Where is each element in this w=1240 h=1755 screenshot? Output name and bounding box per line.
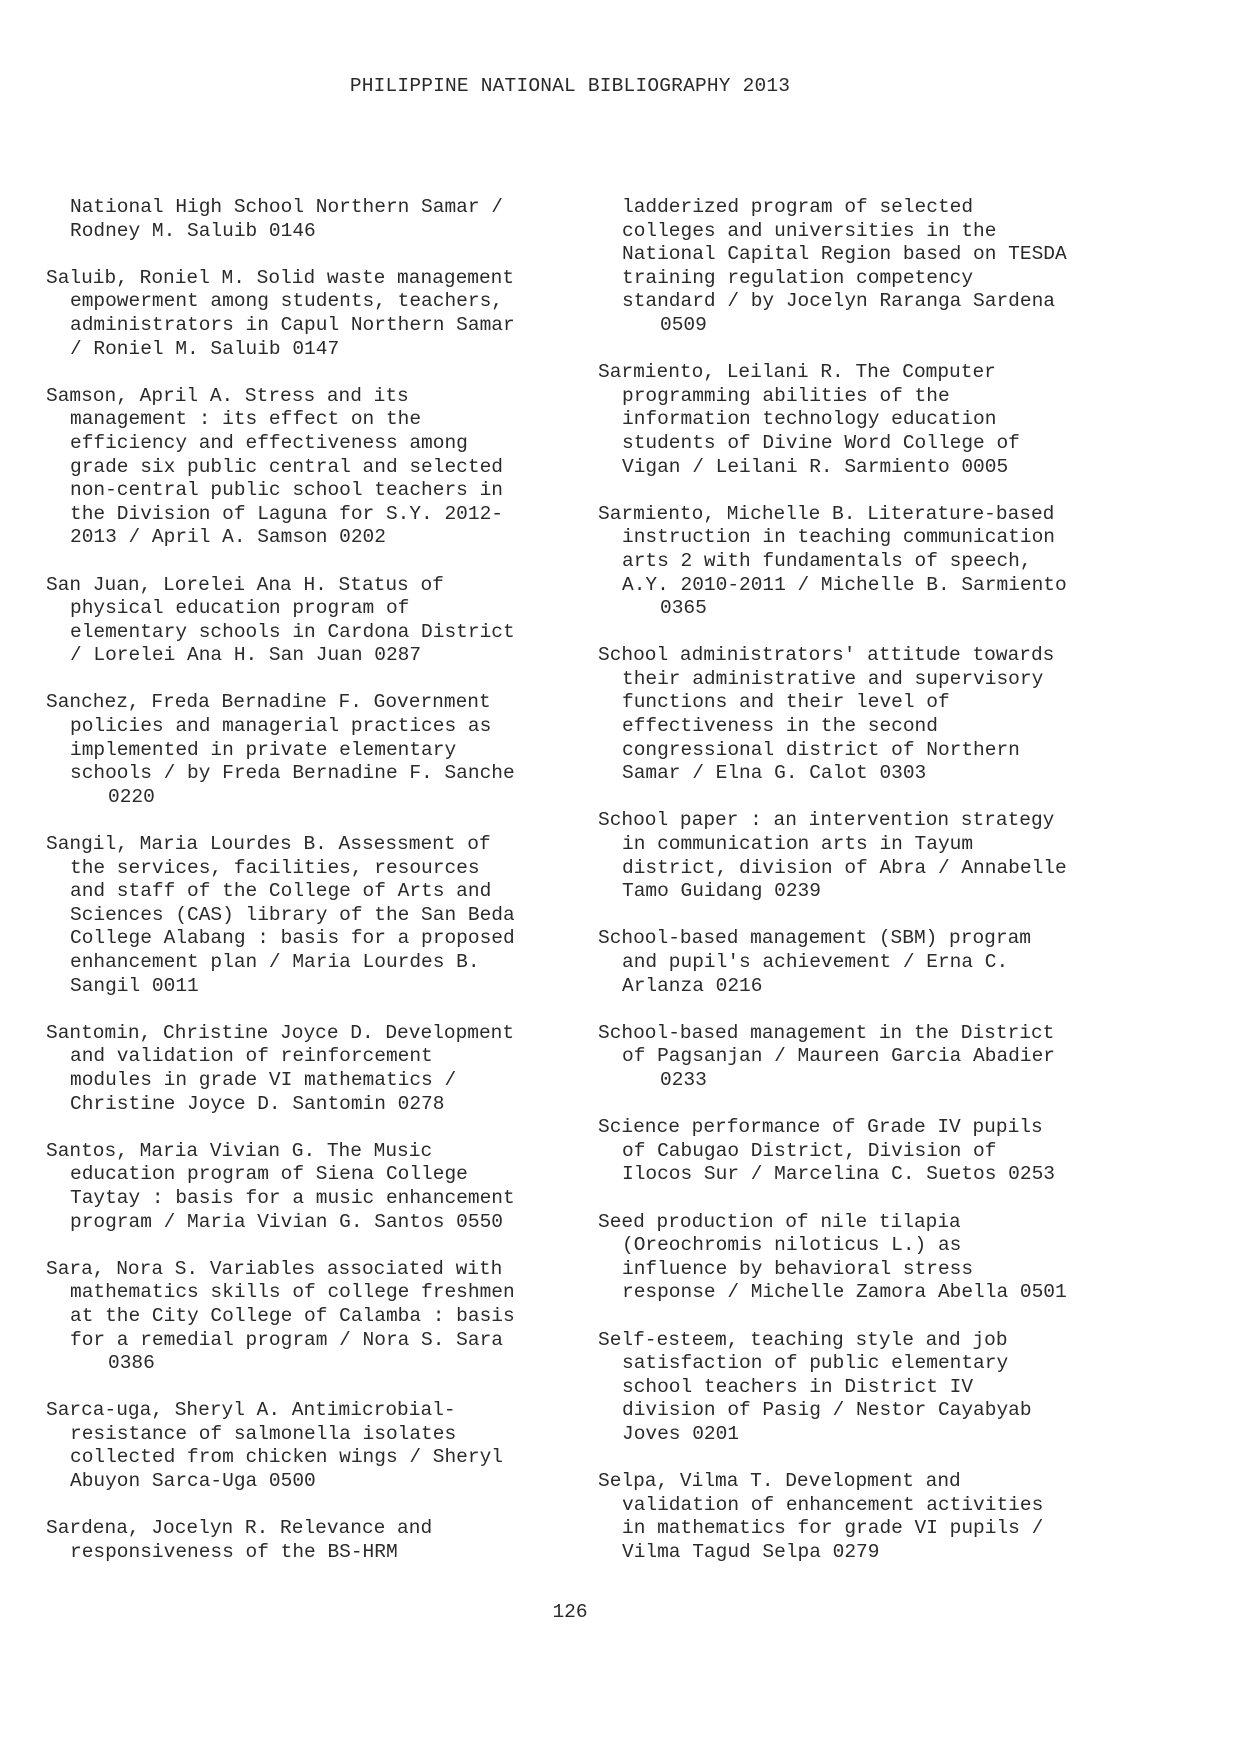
entry-line: validation of enhancement activities xyxy=(622,1493,1044,1516)
entry-line: 0233 xyxy=(660,1068,707,1091)
entry-line: at the City College of Calamba : basis xyxy=(70,1304,515,1327)
entry-line: division of Pasig / Nestor Cayabyab xyxy=(622,1399,1032,1422)
entry-line: Ilocos Sur / Marcelina C. Suetos 0253 xyxy=(622,1163,1055,1186)
bibliography-entry xyxy=(598,644,1138,786)
entry-line: effectiveness in the second xyxy=(622,715,938,738)
entry-line: / Roniel M. Saluib 0147 xyxy=(70,337,340,360)
entry-line: Sara, Nora S. Variables associated with xyxy=(46,1257,503,1280)
entry-line: Sanchez, Freda Bernadine F. Government xyxy=(46,691,491,714)
entry-line: School paper : an intervention strategy xyxy=(598,809,1055,832)
entry-line: and validation of reinforcement xyxy=(70,1045,433,1068)
entry-line: Joves 0201 xyxy=(622,1422,740,1445)
entry-line: Santomin, Christine Joyce D. Development xyxy=(46,1021,515,1044)
entry-line: ladderized program of selected xyxy=(622,196,974,218)
bibliography-entry xyxy=(598,361,1138,479)
entry-line: 0365 xyxy=(660,597,707,620)
entry-line: the Division of Laguna for S.Y. 2012- xyxy=(70,502,503,525)
left-column xyxy=(46,196,586,1588)
bibliography-entry xyxy=(46,1022,586,1116)
bibliography-entry xyxy=(598,196,1138,338)
entry-line: efficiency and effectiveness among xyxy=(70,431,468,454)
entry-line: the services, facilities, resources xyxy=(70,856,480,879)
entry-line: Sarca-uga, Sheryl A. Antimicrobial- xyxy=(46,1399,456,1422)
bibliography-entry xyxy=(46,196,586,243)
entry-line: school teachers in District IV xyxy=(622,1375,974,1398)
entry-line: Rodney M. Saluib 0146 xyxy=(70,219,316,242)
entry-line: functions and their level of xyxy=(622,691,950,714)
entry-line: Selpa, Vilma T. Development and xyxy=(598,1470,961,1493)
right-column xyxy=(598,196,1138,1588)
entry-line: collected from chicken wings / Sheryl xyxy=(70,1446,503,1469)
bibliography-entry xyxy=(46,833,586,998)
entry-line: instruction in teaching communication xyxy=(622,526,1055,549)
entry-line: in mathematics for grade VI pupils / xyxy=(622,1517,1044,1540)
bibliography-entry xyxy=(46,267,586,361)
entry-line: Christine Joyce D. Santomin 0278 xyxy=(70,1092,445,1115)
entry-line: Sangil, Maria Lourdes B. Assessment of xyxy=(46,833,491,856)
bibliography-entry xyxy=(46,1517,586,1564)
entry-line: physical education program of xyxy=(70,597,410,620)
entry-line: A.Y. 2010-2011 / Michelle B. Sarmiento xyxy=(622,573,1067,596)
entry-line: education program of Siena College xyxy=(70,1163,468,1186)
entry-line: grade six public central and selected xyxy=(70,455,503,478)
entry-line: of Cabugao District, Division of xyxy=(622,1139,997,1162)
entry-line: for a remedial program / Nora S. Sara xyxy=(70,1328,503,1351)
entry-line: programming abilities of the xyxy=(622,384,950,407)
entry-line: Abuyon Sarca-Uga 0500 xyxy=(70,1470,316,1493)
entry-line: Sciences (CAS) library of the San Beda xyxy=(70,903,515,926)
entry-line: satisfaction of public elementary xyxy=(622,1352,1009,1375)
entry-line: (Oreochromis niloticus L.) as xyxy=(622,1234,962,1257)
entry-line: / Lorelei Ana H. San Juan 0287 xyxy=(70,644,422,667)
entry-line: 2013 / April A. Samson 0202 xyxy=(70,526,386,549)
bibliography-entry xyxy=(46,385,586,550)
entry-line: and staff of the College of Arts and xyxy=(70,880,492,903)
entry-line: National Capital Region based on TESDA xyxy=(622,243,1067,266)
entry-line: Sarmiento, Leilani R. The Computer xyxy=(598,361,996,384)
entry-line: implemented in private elementary xyxy=(70,738,457,761)
entry-line: their administrative and supervisory xyxy=(622,667,1044,690)
entry-line: Science performance of Grade IV pupils xyxy=(598,1116,1043,1139)
entry-line: of Pagsanjan / Maureen Garcia Abadier xyxy=(622,1045,1055,1068)
page-number: 126 xyxy=(552,1601,588,1623)
entry-line: empowerment among students, teachers, xyxy=(70,290,503,313)
bibliography-entry xyxy=(598,1116,1138,1187)
entry-line: standard / by Jocelyn Raranga Sardena xyxy=(622,290,1055,313)
bibliography-entry xyxy=(598,809,1138,903)
entry-line: Sarmiento, Michelle B. Literature-based xyxy=(598,502,1055,525)
entry-line: School-based management (SBM) program xyxy=(598,927,1031,950)
entry-line: information technology education xyxy=(622,408,997,431)
entry-line: non-central public school teachers in xyxy=(70,479,503,502)
entry-line: enhancement plan / Maria Lourdes B. xyxy=(70,951,480,973)
entry-line: Taytay : basis for a music enhancement xyxy=(70,1186,515,1209)
entry-line: Seed production of nile tilapia xyxy=(598,1210,961,1233)
entry-line: National High School Northern Samar / xyxy=(70,196,503,218)
entry-line: Saluib, Roniel M. Solid waste management xyxy=(46,266,515,289)
entry-line: School-based management in the District xyxy=(598,1021,1055,1044)
bibliography-entry xyxy=(598,1022,1138,1093)
page-header: PHILIPPINE NATIONAL BIBLIOGRAPHY 2013 xyxy=(349,75,791,97)
bibliography-entry xyxy=(46,1399,586,1493)
entry-line: and pupil's achievement / Erna C. xyxy=(622,951,1009,973)
entry-line: program / Maria Vivian G. Santos 0550 xyxy=(70,1210,503,1233)
entry-line: administrators in Capul Northern Samar xyxy=(70,313,515,336)
entry-line: modules in grade VI mathematics / xyxy=(70,1068,457,1091)
entry-line: Santos, Maria Vivian G. The Music xyxy=(46,1139,433,1162)
entry-line: Samson, April A. Stress and its xyxy=(46,384,409,407)
entry-line: School administrators' attitude towards xyxy=(598,644,1055,667)
bibliography-entry xyxy=(46,1258,586,1376)
bibliography-entry xyxy=(46,574,586,668)
entry-line: Samar / Elna G. Calot 0303 xyxy=(622,762,927,785)
entry-line: Vigan / Leilani R. Sarmiento 0005 xyxy=(622,455,1009,478)
entry-line: 0220 xyxy=(108,785,155,808)
entry-line: Sardena, Jocelyn R. Relevance and xyxy=(46,1517,433,1540)
bibliography-entry xyxy=(598,1329,1138,1447)
entry-line: elementary schools in Cardona District xyxy=(70,620,515,643)
bibliography-entry xyxy=(598,1211,1138,1305)
entry-line: Vilma Tagud Selpa 0279 xyxy=(622,1540,880,1563)
bibliography-entry xyxy=(598,927,1138,998)
bibliography-entry xyxy=(598,1470,1138,1564)
entry-line: 0386 xyxy=(108,1352,155,1375)
entry-line: responsiveness of the BS-HRM xyxy=(70,1540,398,1563)
entry-line: in communication arts in Tayum xyxy=(622,833,974,856)
entry-line: district, division of Abra / Annabelle xyxy=(622,856,1067,879)
entry-line: San Juan, Lorelei Ana H. Status of xyxy=(46,573,444,596)
entry-line: arts 2 with fundamentals of speech, xyxy=(622,549,1032,572)
entry-line: College Alabang : basis for a proposed xyxy=(70,927,515,950)
bibliography-entry xyxy=(46,691,586,809)
entry-line: congressional district of Northern xyxy=(622,738,1020,761)
entry-line: resistance of salmonella isolates xyxy=(70,1422,457,1445)
bibliography-entry xyxy=(598,503,1138,621)
entry-line: management : its effect on the xyxy=(70,408,422,431)
entry-line: influence by behavioral stress xyxy=(622,1257,974,1280)
entry-line: colleges and universities in the xyxy=(622,219,997,242)
entry-line: training regulation competency xyxy=(622,266,974,289)
entry-line: Arlanza 0216 xyxy=(622,974,763,997)
entry-line: students of Divine Word College of xyxy=(622,431,1020,454)
entry-line: response / Michelle Zamora Abella 0501 xyxy=(622,1281,1067,1304)
entry-line: Self-esteem, teaching style and job xyxy=(598,1328,1008,1351)
bibliography-entry xyxy=(46,1140,586,1234)
entry-line: Sangil 0011 xyxy=(70,974,199,997)
entry-line: policies and managerial practices as xyxy=(70,715,492,738)
entry-line: 0509 xyxy=(660,313,707,336)
entry-line: schools / by Freda Bernadine F. Sanche xyxy=(70,762,515,785)
entry-line: Tamo Guidang 0239 xyxy=(622,880,821,903)
entry-line: mathematics skills of college freshmen xyxy=(70,1281,515,1304)
